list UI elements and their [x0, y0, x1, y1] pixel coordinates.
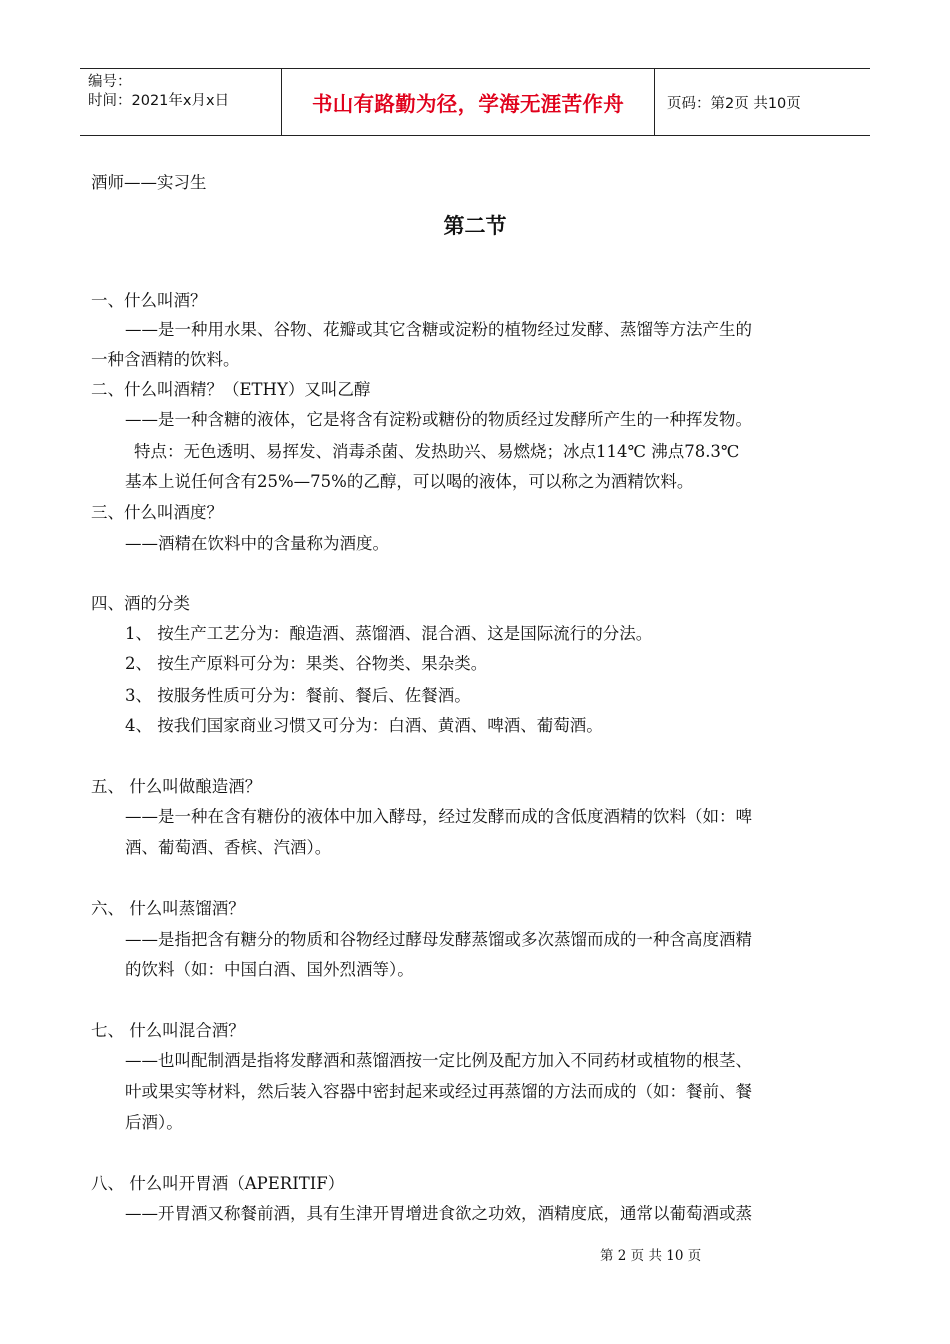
paragraph-line: 特点：无色透明、易挥发、消毒杀菌、发热助兴、易燃烧；冰点114℃ 沸点78.3℃	[134, 442, 740, 461]
paragraph-line: ——开胃酒又称餐前酒，具有生津开胃增进食欲之功效，酒精度底，通常以葡萄酒或蒸	[125, 1204, 752, 1223]
heading-4: 四、酒的分类	[91, 594, 190, 613]
heading-2: 二、什么叫酒精？（ETHY）又叫乙醇	[91, 380, 371, 399]
paragraph-line: 叶或果实等材料，然后装入容器中密封起来或经过再蒸馏的方法而成的（如：餐前、餐	[125, 1082, 752, 1101]
heading-5: 五、 什么叫做酿造酒？	[91, 777, 262, 796]
paragraph-line: 的饮料（如：中国白酒、国外烈酒等）。	[125, 960, 414, 979]
heading-7: 七、 什么叫混合酒？	[91, 1021, 245, 1040]
heading-3: 三、什么叫酒度？	[91, 503, 223, 522]
heading-1: 一、什么叫酒？	[91, 291, 207, 310]
list-item: 1、 按生产工艺分为：酿造酒、蒸馏酒、混合酒、这是国际流行的分法。	[125, 624, 653, 643]
header-meta	[80, 69, 282, 135]
heading-8: 八、 什么叫开胃酒（APERITIF）	[91, 1174, 345, 1193]
header-page-info: 页码：第2页 共10页	[667, 95, 801, 112]
doc-subtitle: 酒师——实习生	[91, 173, 207, 192]
page-header	[80, 68, 870, 136]
list-item: 3、 按服务性质可分为：餐前、餐后、佐餐酒。	[125, 686, 471, 705]
paragraph-line: 一种含酒精的饮料。	[91, 350, 240, 369]
paragraph-line: 基本上说任何含有25%—75%的乙醇，可以喝的液体，可以称之为酒精饮料。	[125, 472, 694, 491]
paragraph-line: ——也叫配制酒是指将发酵酒和蒸馏酒按一定比例及配方加入不同药材或植物的根茎、	[125, 1051, 752, 1070]
heading-6: 六、 什么叫蒸馏酒？	[91, 899, 245, 918]
time-label: 时间：2021年x月x日	[88, 93, 230, 109]
list-item: 2、 按生产原料可分为：果类、谷物类、果杂类。	[125, 654, 488, 673]
page-footer: 第 2 页 共 10 页	[600, 1248, 702, 1264]
section-title: 第二节	[443, 214, 507, 238]
paragraph-line: ——酒精在饮料中的含量称为酒度。	[125, 534, 389, 553]
paragraph-line: ——是一种用水果、谷物、花瓣或其它含糖或淀粉的植物经过发酵、蒸馏等方法产生的	[125, 320, 752, 339]
paragraph-line: 后酒）。	[125, 1113, 183, 1132]
paragraph-line: ——是一种含糖的液体，它是将含有淀粉或糖份的物质经过发酵所产生的一种挥发物。	[125, 410, 752, 429]
code-label: 编号：	[88, 74, 132, 90]
list-item: 4、 按我们国家商业习惯又可分为：白酒、黄酒、啤酒、葡萄酒。	[125, 716, 603, 735]
header-motto: 书山有路勤为径，学海无涯苦作舟	[282, 69, 655, 135]
paragraph-line: ——是一种在含有糖份的液体中加入酵母，经过发酵而成的含低度酒精的饮料（如：啤	[125, 807, 752, 826]
paragraph-line: ——是指把含有糖分的物质和谷物经过酵母发酵蒸馏或多次蒸馏而成的一种含高度酒精	[125, 930, 752, 949]
paragraph-line: 酒、葡萄酒、香槟、汽酒）。	[125, 838, 332, 857]
